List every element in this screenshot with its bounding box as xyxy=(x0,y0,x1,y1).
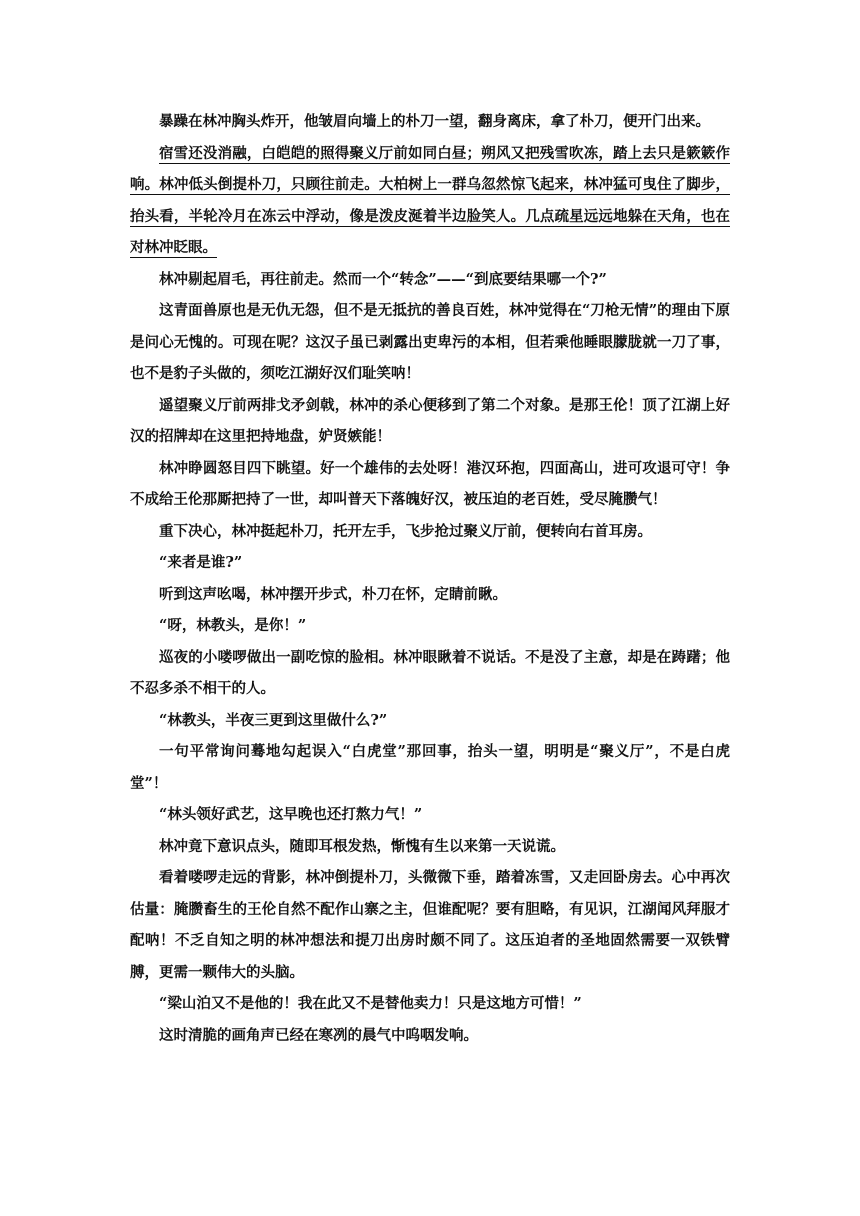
paragraph-1: 暴躁在林冲胸头炸开，他皱眉向墙上的朴刀一望，翻身离床，拿了朴刀，便开门出来。 xyxy=(159,113,710,130)
paragraph-8: “来者是谁?” xyxy=(159,554,243,571)
paragraph-12: “林教头，半夜三更到这里做什么?” xyxy=(159,711,388,729)
paragraph-13: 一句平常询问蓦地勾起误入“白虎堂”那回事，抬头一望，明明是“聚义厅”，不是白虎堂”！ xyxy=(130,743,730,792)
paragraph-3: 林冲剔起眉毛，再往前走。然而一个“转念”——“到底要结果哪一个?” xyxy=(159,270,607,288)
paragraph-16: 看着喽啰走远的背影，林冲倒提朴刀，头微微下垂，踏着冻雪，又走回卧房去。心中再次估量：腌臜畜生的王伦自然不配作山寨之主，但谁配呢？要有胆略，有见识，江湖闻风拜服才配呐！不乏自知之明的林冲想法和提刀出房时颇不同了。这压迫者的圣地固然需要一双铁臂膊，更需一颗伟大的头脑。 xyxy=(130,869,730,981)
paragraph-4: 这青面兽原也是无仇无怨，但不是无抵抗的善良百姓，林冲觉得在“刀枪无情”的理由下原是问心无愧的。可现在呢？这汉子虽已剥露出吏卑污的本相，但若乘他睡眼朦胧就一刀了事，也不是豹子头做的，须吃江湖好汉们耻笑呐！ xyxy=(130,302,730,382)
paragraph-10: “呀，林教头，是你！” xyxy=(159,617,307,634)
document-body xyxy=(130,106,730,1051)
paragraph-6: 林冲睁圆怒目四下眺望。好一个雄伟的去处呀！港汉环抱，四面高山，进可攻退可守！争不成给王伦那厮把持了一世，却叫普天下落魄好汉，被压迫的老百姓，受尽腌臜气！ xyxy=(130,459,730,508)
paragraph-17: “梁山泊又不是他的！我在此又不是替他卖力！只是这地方可惜！” xyxy=(159,995,582,1012)
paragraph-5: 遥望聚义厅前两排戈矛剑戟，林冲的杀心便移到了第二个对象。是那王伦！顶了江湖上好汉的招牌却在这里把持地盘，妒贤嫉能！ xyxy=(130,396,730,445)
paragraph-11: 巡夜的小喽啰做出一副吃惊的脸相。林冲眼瞅着不说话。不是没了主意，却是在踌躇；他不忍多杀不相干的人。 xyxy=(130,648,730,697)
paragraph-2-underlined: 宿雪还没消融，白皑皑的照得聚义厅前如同白昼；朔风又把残雪吹冻，踏上去只是簌簌作响。林冲低头倒提朴刀，只顾往前走。大柏树上一群乌忽然惊飞起来，林冲猛可曳住了脚步，抬头看，半轮冷月在冻云中浮动，像是泼皮涎着半边脸笑人。几点疏星远远地躲在天角，也在对林冲眨眼。 xyxy=(130,144,730,256)
paragraph-18: 这时清脆的画角声已经在寒冽的晨气中呜咽发响。 xyxy=(159,1026,478,1044)
paragraph-15: 林冲竟下意识点头，随即耳根发热，惭愧有生以来第一天说谎。 xyxy=(159,837,565,855)
paragraph-9: 听到这声吆喝，林冲摆开步式，朴刀在怀，定睛前瞅。 xyxy=(159,585,507,603)
paragraph-14: “林头领好武艺，这早晚也还打熬力气！” xyxy=(159,806,423,823)
paragraph-7: 重下决心，林冲挺起朴刀，托开左手，飞步抢过聚义厅前，便转向右首耳房。 xyxy=(159,522,652,540)
